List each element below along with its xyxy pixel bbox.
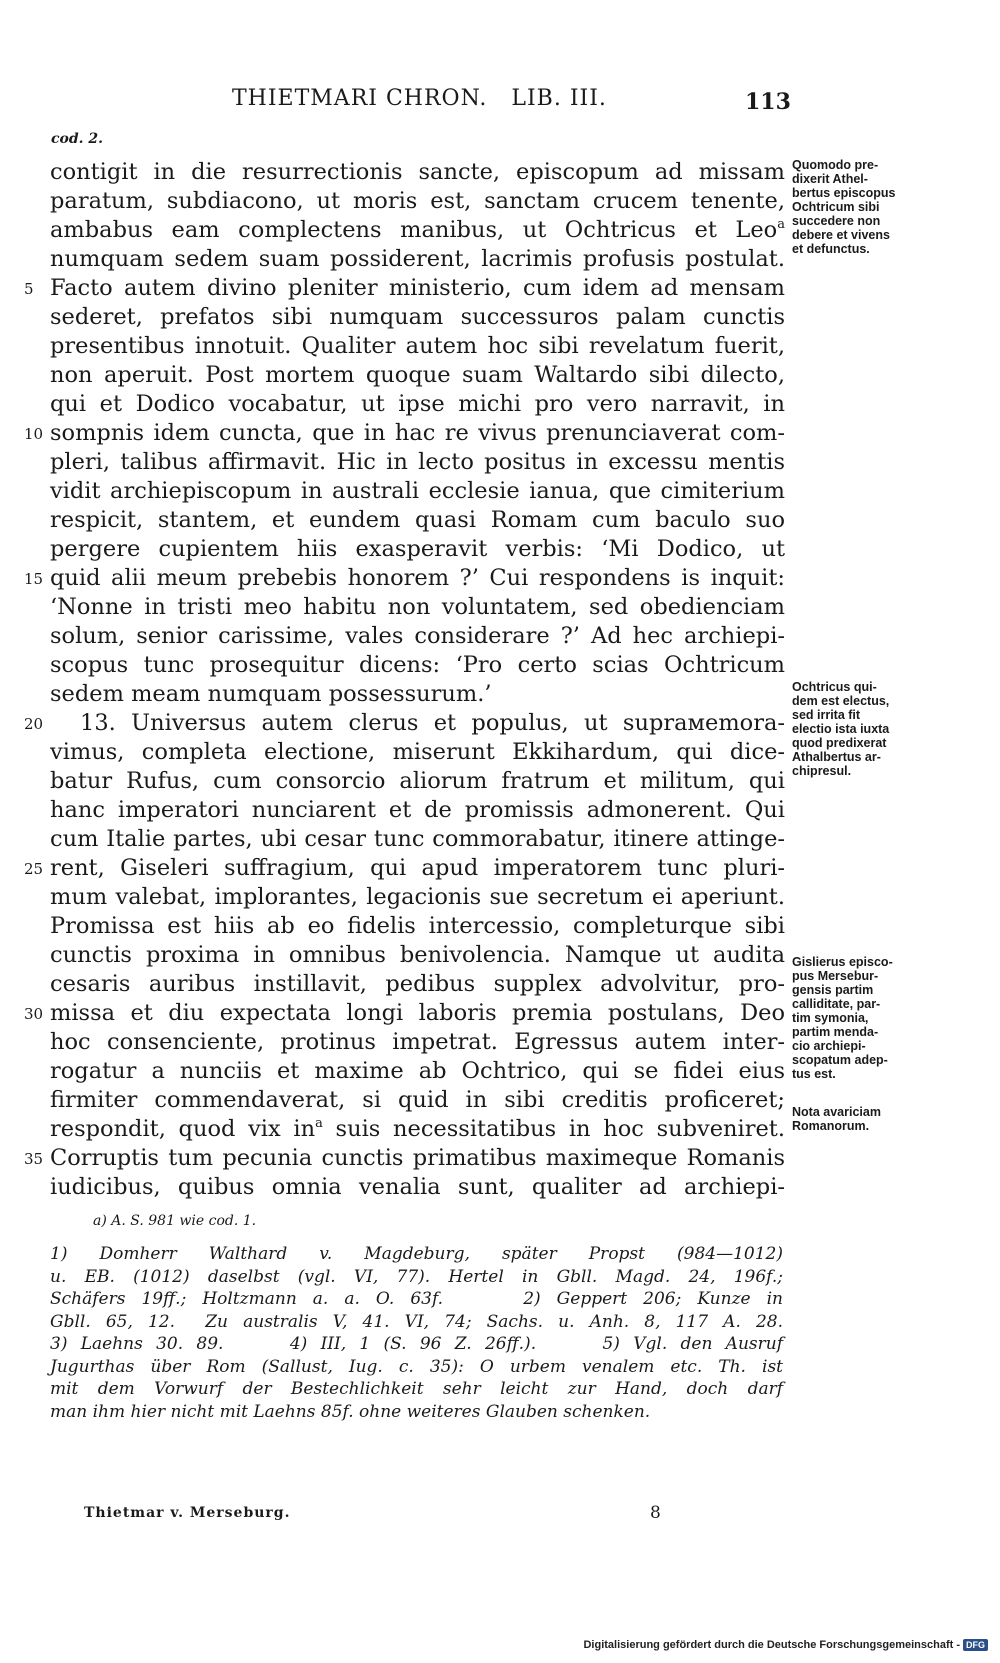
margin-note-line: quod predixerat bbox=[792, 736, 887, 750]
margin-note bbox=[792, 680, 932, 778]
margin-note-line: chipresul. bbox=[792, 764, 852, 778]
text-line bbox=[0, 419, 1000, 448]
line-text bbox=[50, 419, 785, 448]
line-text bbox=[50, 709, 785, 738]
margin-note-line: partim menda- bbox=[792, 1025, 879, 1039]
line-number: 25 bbox=[24, 860, 44, 878]
text-line bbox=[0, 883, 1000, 912]
running-title: THIETMARI CHRON. LIB. III. bbox=[232, 86, 607, 111]
text-line bbox=[0, 1173, 1000, 1202]
line-text-segment: presentibus innotuit. Qualiter autem hoc sibi revelatum fuerit, bbox=[50, 333, 785, 359]
line-text bbox=[50, 825, 785, 854]
margin-note bbox=[792, 955, 932, 1081]
line-text bbox=[50, 332, 785, 361]
text-line bbox=[0, 303, 1000, 332]
sheet-number: 8 bbox=[650, 1503, 661, 1523]
dfg-credit bbox=[583, 1639, 988, 1651]
margin-note bbox=[792, 158, 932, 256]
line-text-segment: pleri, talibus affirmavit. Hic in lecto positus in excessu mentis bbox=[50, 449, 785, 475]
margin-note-line: gensis partim bbox=[792, 983, 874, 997]
footnote-line: 1) Domherr Walthard v. Magdeburg, später Propst (984—1012) bbox=[50, 1244, 783, 1264]
line-text-segment: sompnis idem cuncta, que in hac re vivus prenunciaverat com- bbox=[50, 420, 785, 446]
line-text-segment: cum Italie partes, ubi cesar tunc commorabatur, itinere attinge- bbox=[50, 826, 785, 852]
line-text-segment: pergere cupientem hiis exasperavit verbis: ‘Mi Dodico, ut bbox=[50, 536, 785, 562]
line-text-segment: missa et diu expectata longi laboris premia postulans, Deo bbox=[50, 1000, 785, 1026]
line-text-segment: hoc consenciente, protinus impetrat. Egressus autem inter- bbox=[50, 1029, 785, 1055]
line-text bbox=[50, 999, 785, 1028]
margin-note-line: cio archiepi- bbox=[792, 1039, 866, 1053]
line-number: 20 bbox=[24, 715, 44, 733]
line-text-segment: respondit, quod vix in bbox=[50, 1116, 316, 1142]
line-text-segment: cunctis proxima in omnibus benivolencia. Namque ut audita bbox=[50, 942, 785, 968]
line-number: 35 bbox=[24, 1150, 44, 1168]
line-number: 5 bbox=[24, 280, 34, 298]
margin-note-line: succedere non bbox=[792, 214, 881, 228]
footnote-line: Schäfers 19ff.; Holtzmann a. a. O. 63f. 2) Geppert 206; Kunze in bbox=[50, 1289, 783, 1309]
line-text-segment: batur Rufus, cum consorcio aliorum fratrum et militum, qui bbox=[50, 768, 785, 794]
text-line bbox=[0, 274, 1000, 303]
footnote-line: u. EB. (1012) daselbst (vgl. VI, 77). Hertel in Gbll. Magd. 24, 196f.; bbox=[50, 1266, 783, 1287]
margin-note-line: pus Mersebur- bbox=[792, 969, 879, 983]
line-text bbox=[50, 970, 785, 999]
line-text-segment: qui et Dodico vocabatur, ut ipse michi pro vero narravit, in bbox=[50, 391, 785, 417]
line-text bbox=[50, 390, 785, 419]
line-text-segment: numquam sedem suam possiderent, lacrimis profusis postulat. bbox=[50, 246, 785, 272]
line-text bbox=[50, 1115, 785, 1144]
line-text-segment: Promissa est hiis ab eo fidelis intercessio, completurque sibi bbox=[50, 913, 785, 939]
line-text bbox=[50, 651, 785, 680]
margin-note-line: calliditate, par- bbox=[792, 997, 881, 1011]
line-number: 30 bbox=[24, 1005, 44, 1023]
line-text bbox=[50, 303, 785, 332]
text-line bbox=[0, 854, 1000, 883]
margin-note-line: dixerit Athel- bbox=[792, 172, 868, 186]
footnote-line: mit dem Vorwurf der Bestechlichkeit sehr leicht zur Hand, doch darf bbox=[50, 1379, 783, 1399]
text-line bbox=[0, 622, 1000, 651]
text-line bbox=[0, 390, 1000, 419]
line-text-segment: suis necessitatibus in hoc subveniret. bbox=[322, 1116, 786, 1142]
line-text bbox=[50, 941, 785, 970]
line-text-segment: Corruptis tum pecunia cunctis primatibus maximeque Romanis bbox=[50, 1145, 785, 1171]
footer-author: Thietmar v. Merseburg. bbox=[84, 1505, 291, 1521]
line-number: 10 bbox=[24, 425, 44, 443]
line-text-segment: non aperuit. Post mortem quoque suam Waltardo sibi dilecto, bbox=[50, 362, 785, 388]
text-line bbox=[0, 477, 1000, 506]
line-text-segment: hanc imperatori nunciarent et de promissis admonerent. Qui bbox=[50, 797, 785, 823]
dfg-logo-icon: DFG bbox=[963, 1639, 988, 1651]
footnote-a: a) A. S. 981 wie cod. 1. bbox=[93, 1213, 257, 1229]
text-line bbox=[0, 1144, 1000, 1173]
line-text-segment: respicit, stantem, et eundem quasi Romam cum baculo suo bbox=[50, 507, 785, 533]
line-text bbox=[50, 158, 785, 187]
margin-note-line: Ochtricus qui- bbox=[792, 680, 877, 694]
text-line bbox=[0, 332, 1000, 361]
line-text bbox=[50, 448, 785, 477]
line-text-segment: ambabus eam complectens manibus, ut Ochtricus et Leo bbox=[50, 217, 778, 243]
footnote-marker: a bbox=[315, 1116, 323, 1131]
footnotes bbox=[50, 1243, 783, 1423]
line-text bbox=[50, 245, 785, 274]
line-text-segment: solum, senior carissime, vales considerare ?’ Ad hec archiepi- bbox=[50, 623, 785, 649]
line-text-segment: sederet, prefatos sibi numquam successuros palam cunctis bbox=[50, 304, 785, 330]
line-text bbox=[50, 1173, 785, 1202]
margin-note-line: tim symonia, bbox=[792, 1011, 869, 1025]
line-text bbox=[50, 477, 785, 506]
text-line bbox=[0, 825, 1000, 854]
line-text bbox=[50, 767, 785, 796]
line-text bbox=[50, 216, 785, 245]
line-text-segment: scopus tunc prosequitur dicens: ‘Pro certo scias Ochtricum bbox=[50, 652, 785, 678]
line-text bbox=[50, 738, 785, 767]
line-text-segment: iudicibus, quibus omnia venalia sunt, qualiter ad archiepi- bbox=[50, 1174, 785, 1200]
line-text bbox=[50, 1086, 785, 1115]
line-text bbox=[50, 361, 785, 390]
text-line bbox=[0, 651, 1000, 680]
text-line bbox=[0, 564, 1000, 593]
line-text-segment: vidit archiepiscopum in australi ecclesie ianua, que cimiterium bbox=[50, 478, 785, 504]
text-line bbox=[0, 593, 1000, 622]
margin-note-line: sed irrita fit bbox=[792, 708, 861, 722]
margin-note-line: Athalbertus ar- bbox=[792, 750, 881, 764]
margin-note-line: bertus episcopus bbox=[792, 186, 896, 200]
margin-note-line: scopatum adep- bbox=[792, 1053, 888, 1067]
line-text bbox=[50, 564, 785, 593]
line-text-segment: sedem meam numquam possessurum.’ bbox=[50, 681, 492, 707]
line-text-segment: ‘Nonne in tristi meo habitu non voluntatem, sed obedienciam bbox=[50, 594, 785, 620]
codex-label: cod. 2. bbox=[51, 131, 104, 147]
line-text-segment: rent, Giseleri suffragium, qui apud imperatorem tunc pluri- bbox=[50, 855, 785, 881]
text-line bbox=[0, 361, 1000, 390]
line-text-segment: firmiter commendaverat, si quid in sibi creditis proficeret; bbox=[50, 1087, 785, 1113]
line-text bbox=[50, 187, 785, 216]
line-text bbox=[50, 622, 785, 651]
line-text bbox=[50, 883, 785, 912]
line-text-segment: vimus, completa electione, miserunt Ekkihardum, qui dice- bbox=[50, 739, 785, 765]
page-header bbox=[0, 86, 1000, 120]
margin-note bbox=[792, 1105, 932, 1133]
footnote-line: Jugurthas über Rom (Sallust, Iug. c. 35): O urbem venalem etc. Th. ist bbox=[50, 1356, 783, 1377]
line-text bbox=[50, 796, 785, 825]
margin-note-line: Nota avariciam bbox=[792, 1105, 881, 1119]
line-text-segment: cesaris auribus instillavit, pedibus supplex advolvitur, pro- bbox=[50, 971, 785, 997]
line-text-segment: rogatur a nunciis et maxime ab Ochtrico, qui se fidei eius bbox=[50, 1058, 785, 1084]
footnote-line: 3) Laehns 30. 89. 4) III, 1 (S. 96 Z. 26ff.). 5) Vgl. den Ausruf bbox=[50, 1334, 783, 1354]
line-text bbox=[50, 1028, 785, 1057]
text-line bbox=[0, 912, 1000, 941]
text-line bbox=[0, 796, 1000, 825]
margin-note-line: Quomodo pre- bbox=[792, 158, 879, 172]
footnote-line: man ihm hier nicht mit Laehns 85f. ohne weiteres Glauben schenken. bbox=[50, 1401, 651, 1422]
margin-note-line: tus est. bbox=[792, 1067, 836, 1081]
line-text-segment: contigit in die resurrectionis sancte, episcopum ad missam bbox=[50, 159, 785, 185]
text-line bbox=[0, 448, 1000, 477]
line-text bbox=[50, 1057, 785, 1086]
line-text bbox=[50, 680, 785, 709]
text-line bbox=[0, 535, 1000, 564]
text-line bbox=[0, 506, 1000, 535]
line-text bbox=[50, 593, 785, 622]
line-text bbox=[50, 912, 785, 941]
line-text-segment: quid alii meum prebebis honorem ?’ Cui respondens is inquit: bbox=[50, 565, 785, 591]
line-text bbox=[50, 1144, 785, 1173]
margin-note-line: Ochtricum sibi bbox=[792, 200, 880, 214]
margin-note-line: et defunctus. bbox=[792, 242, 870, 256]
line-text bbox=[50, 274, 785, 303]
margin-note-line: dem est electus, bbox=[792, 694, 890, 708]
line-text-segment: mum valebat, implorantes, legacionis sue secretum ei aperiunt. bbox=[50, 884, 785, 910]
line-text bbox=[50, 506, 785, 535]
margin-note-line: debere et vivens bbox=[792, 228, 890, 242]
footnote-line: Gbll. 65, 12. Zu australis V, 41. VI, 74; Sachs. u. Anh. 8, 117 A. 28. bbox=[50, 1311, 783, 1332]
line-text bbox=[50, 535, 785, 564]
line-text bbox=[50, 854, 785, 883]
page-number: 113 bbox=[745, 89, 791, 115]
margin-note-line: Romanorum. bbox=[792, 1119, 870, 1133]
footnote-marker: a bbox=[777, 217, 785, 232]
margin-note-line: Gislierus episco- bbox=[792, 955, 893, 969]
line-text-segment: paratum, subdiacono, ut moris est, sanctam crucem tenente, bbox=[50, 188, 785, 214]
line-number: 15 bbox=[24, 570, 44, 588]
margin-note-line: electio ista iuxta bbox=[792, 722, 890, 736]
dfg-credit-text: Digitalisierung gefördert durch die Deutsche Forschungsgemeinschaft - bbox=[583, 1639, 960, 1651]
line-text-segment: 13. Universus autem clerus et populus, ut suprамemora- bbox=[80, 710, 785, 736]
line-text-segment: Facto autem divino pleniter ministerio, cum idem ad mensam bbox=[50, 275, 785, 301]
